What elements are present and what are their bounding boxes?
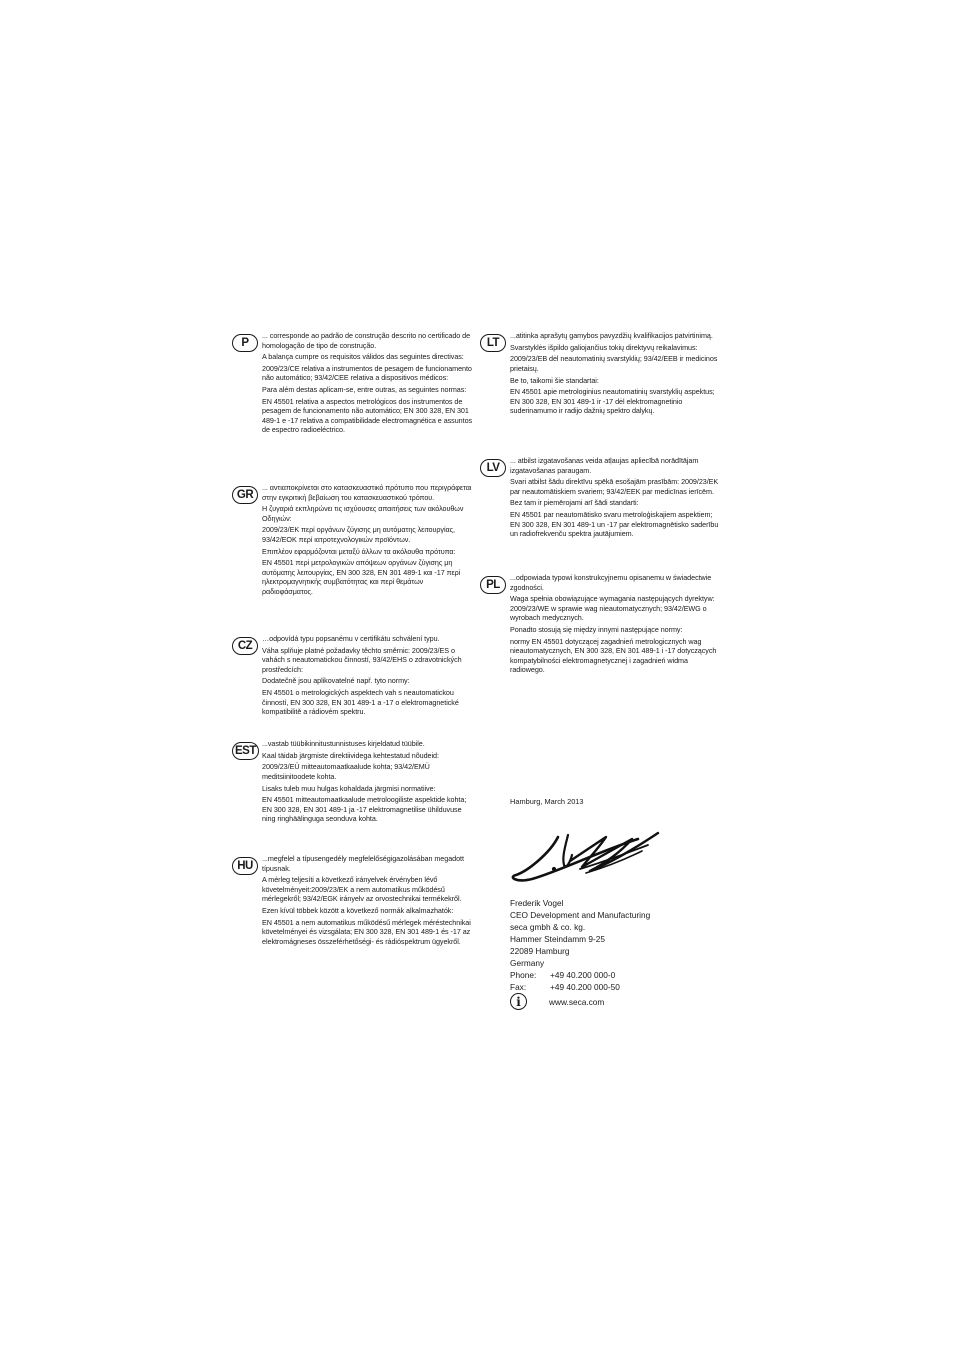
paragraph: Bez tam ir piemērojami arī šādi standarti: <box>510 498 639 508</box>
paragraph: EN 45501 apie metrologinius neautomatinių svarstyklių aspektus; EN 300 328, EN 301 489-1 ir -17 dėl elektromagnetinio suderinamumo ir radijo dažnių spektro dalykų. <box>510 387 715 416</box>
language-badge-lv: LV <box>480 459 506 477</box>
paragraph: Ponadto stosują się między innymi następujące normy: <box>510 624 683 634</box>
paragraph: Váha splňuje platné požadavky těchto směrnic: 2009/23/ES o vahách s neautomatickou činností, 93/42/EHS o zdravotnických prostředcích: <box>262 645 462 674</box>
website-link[interactable]: www.seca.com <box>549 996 605 1007</box>
place-date: Hamburg, March 2013 <box>510 797 584 806</box>
section-cz <box>232 634 476 739</box>
info-icon: i <box>510 993 527 1010</box>
street-address: Hammer Steindamm 9-25 <box>510 934 605 944</box>
paragraph: Lisaks tuleb muu hulgas kohaldada järgmisi normatiive: <box>262 783 436 793</box>
paragraph: 2009/23/ΕΚ περί οργάνων ζύγισης μη αυτόματης λειτουργίας, 93/42/ΕΟΚ περί ιατροτεχνολογικών προϊόντων. <box>262 525 455 544</box>
paragraph: Επιπλέον εφαρμόζονται μεταξύ άλλων τα ακόλουθα πρότυπα: <box>262 546 456 556</box>
section-gr <box>232 483 476 634</box>
company-address <box>510 897 730 1010</box>
section-est <box>232 739 476 854</box>
paragraph: Dodatečně jsou aplikovatelné např. tyto normy: <box>262 676 410 686</box>
paragraph: EN 45501 mitteautomaatkaalude metroloogiliste aspektide kohta; EN 300 328, EN 301 489-1 ja -17 elektromagnetilise ühilduvuse ning ringhäälinguga seonduva kohta. <box>262 795 467 824</box>
paragraph: ... atbilst izgatavošanas veida atļaujas apliecībā norādītājam izgatavošanas paraugam. <box>510 456 699 475</box>
handwritten-signature <box>510 825 670 887</box>
paragraph: A mérleg teljesíti a következő irányelvek érvényben lévő követelményeit:2009/23/EK a nem automatikus működésű mérlegekről; 93/42/EGK irányelv az orvostechnikai termékekről. <box>262 875 462 904</box>
language-badge-cz: CZ <box>232 637 258 655</box>
country: Germany <box>510 958 545 968</box>
paragraph: ...megfelel a típusengedély megfelelőségigazolásában megadott típusnak. <box>262 854 464 873</box>
paragraph: ...atitinka aprašytų gamybos pavyzdžių kvalifikacijos patvirtinimą. <box>510 331 713 340</box>
paragraph: A balança cumpre os requisitos válidos das seguintes directivas: <box>262 352 464 362</box>
paragraph: EN 45501 a nem automatikus működésű mérlegek méréstechnikai követelményei és vizsgálata; EN 300 328, EN 301 489-1 és -17 az elektromágneses összeférhetőségi- és rádióspektrum ügyekről. <box>262 917 471 946</box>
paragraph: 2009/23/EÜ mitteautomaatkaalude kohta; 93/42/EMÜ meditsiinitoodete kohta. <box>262 762 430 781</box>
signatory-name: Frederik Vogel <box>510 898 564 908</box>
section-p <box>232 331 476 483</box>
paragraph: Para além destas aplicam-se, entre outras, as seguintes normas: <box>262 385 467 395</box>
section-lt <box>480 331 724 456</box>
phone-row <box>510 969 730 981</box>
paragraph: 2009/23/CE relativa a instrumentos de pesagem de funcionamento não automático; 93/42/CEE relativa a dispositivos médicos: <box>262 363 472 383</box>
fax-number: +49 40.200 000-50 <box>550 982 620 992</box>
language-badge-p: P <box>232 334 258 352</box>
paragraph: Ezen kívül többek között a következő normák alkalmazhatók: <box>262 905 454 915</box>
signature-block <box>510 797 730 1010</box>
paragraph: EN 45501 relativa a aspectos metrológicos dos instrumentos de pesagem de funcionamento não automático; EN 300 328, EN 301 489-1 e -17 relativa a compatibilidade electromagnética e assuntos de espectro radioeléctrico. <box>262 396 473 435</box>
section-lv <box>480 456 724 573</box>
paragraph: Waga spełnia obowiązujące wymagania następujących dyrektyw: 2009/23/WE w sprawie wag nieautomatycznych; 93/42/EWG o wyrobach medycznych. <box>510 594 715 623</box>
company-name: seca gmbh & co. kg. <box>510 922 586 932</box>
paragraph: EN 45501 περί μετρολογικών απόψεων οργάνων ζύγισης μη αυτόματης λειτουργίας, EN 300 328, EN 301 489-1 και -17 περί ηλεκτρομαγνητικής συμβατότητας και περί θεμάτων ραδιοφάσματος. <box>262 558 461 596</box>
signatory-title: CEO Development and Manufacturing <box>510 910 651 920</box>
paragraph: ... αντιαποκρίνεται στο κατασκευαστικό πρότυπο που περιγράφεται στην εγκριτική βεβαίωση του κατασκευαστικού τρόπου. <box>262 483 472 502</box>
language-badge-hu: HU <box>232 857 258 875</box>
phone-label: Phone: <box>510 970 537 980</box>
fax-label: Fax: <box>510 982 527 992</box>
paragraph: Kaal täidab järgmiste direktiividega kehtestatud nõudeid: <box>262 750 439 760</box>
paragraph: ...vastab tüübikinnitustunnistuses kirjeldatud tüübile. <box>262 739 425 748</box>
paragraph: normy EN 45501 dotyczącej zagadnień metrologicznych wag nieautomatycznych, EN 300 328, EN 301 489-1 i -17 dotyczących kompatybilności elektromagnetycznej i zagadnień widma radiowego. <box>510 636 717 675</box>
right-column <box>480 331 724 693</box>
paragraph: 2009/23/EB dėl neautomatinių svarstyklių; 93/42/EEB ir medicinos prietaisų. <box>510 354 718 373</box>
paragraph: Η ζυγαριά εκπληρώνει τις ισχύουσες απαιτήσεις των ακόλουθων Οδηγιών: <box>262 504 464 523</box>
paragraph: …odpovídá typu popsanému v certifikátu schválení typu. <box>262 634 440 643</box>
language-badge-lt: LT <box>480 334 506 352</box>
paragraph: ... corresponde ao padrão de construção descrito no certificado de homologação de tipo de construção. <box>262 331 471 350</box>
language-badge-est: EST <box>232 742 259 760</box>
section-pl <box>480 573 724 693</box>
paragraph: EN 45501 o metrologických aspektech vah s neautomatickou činností, EN 300 328, EN 301 489-1 a -17 o elektromagnetické kompatibilitě a rádiovém spektru. <box>262 688 459 717</box>
paragraph: Svari atbilst šādu direktīvu spēkā esošajām prasībām: 2009/23/EK par neautomātiskiem svariem; 93/42/EEK par medicīnas ierīcēm. <box>510 477 719 496</box>
paragraph: Svarstyklės išpildo galiojančius tokių direktyvų reikalavimus: <box>510 342 698 352</box>
city-address: 22089 Hamburg <box>510 946 570 956</box>
paragraph: ...odpowiada typowi konstrukcyjnemu opisanemu w świadectwie zgodności. <box>510 573 712 592</box>
left-column <box>232 331 476 984</box>
paragraph: Be to, taikomi šie standartai: <box>510 375 599 385</box>
fax-row <box>510 981 730 993</box>
language-badge-pl: PL <box>480 576 506 594</box>
web-row <box>510 993 730 1010</box>
paragraph: EN 45501 par neautomātisko svaru metroloģiskajiem aspektiem; EN 300 328, EN 301 489-1 un -17 par elektromagnētisko saderību un radiofrekvenču spektra jautājumiem. <box>510 510 719 539</box>
section-hu <box>232 854 476 984</box>
phone-number: +49 40.200 000-0 <box>550 970 616 980</box>
language-badge-gr: GR <box>232 486 258 504</box>
